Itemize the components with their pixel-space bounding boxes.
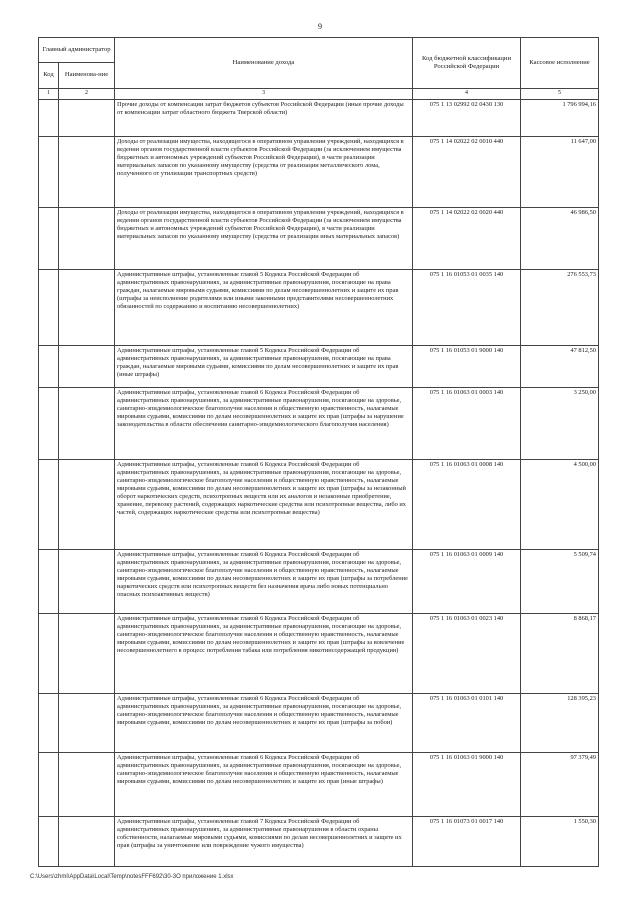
table-row bbox=[39, 387, 599, 459]
income-name-cell: Административные штрафы, установленные главой 6 Кодекса Российской Федерации об административных правонарушениях, за административные правонарушения, посягающие на здоровье, санитарно-эпидемиологическое благополучие населения и общественную нравственность, налагаемые мировыми судьями, комиссиями по делам несовершеннолетних и защите их прав (штрафы за нарушение законодательства в области обеспечения санитарно-эпидемиологического благополучия населения) bbox=[115, 387, 413, 459]
admin-name-cell bbox=[59, 99, 115, 136]
admin-name-cell bbox=[59, 459, 115, 549]
table-row bbox=[39, 136, 599, 207]
income-name-cell: Административные штрафы, установленные главой 6 Кодекса Российской Федерации об административных правонарушениях, за административные правонарушения, посягающие на здоровье, санитарно-эпидемиологическое благополучие населения и общественную нравственность, налагаемые мировыми судьями, комиссиями по делам несовершеннолетних и защите их прав (штрафы за потребление наркотических средств или психотропных веществ без назначения врача либо новых потенциально опасных психоактивных веществ) bbox=[115, 549, 413, 613]
kbk-cell: 075 1 16 01053 01 0035 140 bbox=[413, 269, 521, 345]
admin-name-cell bbox=[59, 269, 115, 345]
amount-cell: 46 986,50 bbox=[521, 207, 599, 269]
admin-code-cell bbox=[39, 387, 59, 459]
income-name-cell: Административные штрафы, установленные главой 6 Кодекса Российской Федерации об административных правонарушениях, за административные правонарушения, посягающие на здоровье, санитарно-эпидемиологическое благополучие населения и общественную нравственность, налагаемые мировыми судьями, комиссиями по делам несовершеннолетних и защите их прав (штрафы за побои) bbox=[115, 693, 413, 752]
header-admin-group: Главный администратор bbox=[39, 38, 115, 63]
admin-code-cell bbox=[39, 613, 59, 693]
admin-code-cell bbox=[39, 207, 59, 269]
admin-code-cell bbox=[39, 345, 59, 387]
income-name-cell: Административные штрафы, установленные главой 7 Кодекса Российской Федерации об административных правонарушениях, за административные правонарушения в области охраны собственности, налагаемые мировыми судьями, комиссиями по делам несовершеннолетних и защите их прав (штрафы за уничтожение или повреждение чужого имущества) bbox=[115, 816, 413, 866]
header-admin-name: Наименова-ние bbox=[59, 63, 115, 89]
admin-name-cell bbox=[59, 387, 115, 459]
kbk-cell: 075 1 16 01063 01 0003 140 bbox=[413, 387, 521, 459]
amount-cell: 1 550,30 bbox=[521, 816, 599, 866]
header-kbk: Код бюджетной классификации Российской Федерации bbox=[413, 38, 521, 89]
kbk-cell: 075 1 14 02022 02 0010 440 bbox=[413, 136, 521, 207]
col-number: 5 bbox=[521, 89, 599, 100]
table-row bbox=[39, 99, 599, 136]
income-name-cell: Административные штрафы, установленные главой 5 Кодекса Российской Федерации об административных правонарушениях, за административные правонарушения, посягающие на права граждан, налагаемые мировыми судьями, комиссиями по делам несовершеннолетних и защите их прав (иные штрафы) bbox=[115, 345, 413, 387]
admin-code-cell bbox=[39, 99, 59, 136]
kbk-cell: 075 1 16 01073 01 0017 140 bbox=[413, 816, 521, 866]
amount-cell: 11 647,00 bbox=[521, 136, 599, 207]
kbk-cell: 075 1 16 01063 01 9000 140 bbox=[413, 752, 521, 816]
table-row bbox=[39, 613, 599, 693]
income-name-cell: Доходы от реализации имущества, находящегося в оперативном управлении учреждений, находящихся в ведении органов государственной власти субъектов Российской Федерации (за исключением имущества бюджетных и автономных учреждений субъектов Российской Федерации), в части реализации материальных запасов по указанному имуществу (средства от реализации металлического лома, полученного от утилизации транспортных средств) bbox=[115, 136, 413, 207]
income-name-cell: Административные штрафы, установленные главой 6 Кодекса Российской Федерации об административных правонарушениях, за административные правонарушения, посягающие на здоровье, санитарно-эпидемиологическое благополучие населения и общественную нравственность, налагаемые мировыми судьями, комиссиями по делам несовершеннолетних и защите их прав (штрафы за вовлечение несовершеннолетнего в процесс потребления табака или потребления никотинсодержащей продукции) bbox=[115, 613, 413, 693]
admin-code-cell bbox=[39, 752, 59, 816]
table-row bbox=[39, 269, 599, 345]
admin-name-cell bbox=[59, 549, 115, 613]
table-row bbox=[39, 816, 599, 866]
kbk-cell: 075 1 16 01053 01 9000 140 bbox=[413, 345, 521, 387]
kbk-cell: 075 1 14 02022 02 0020 440 bbox=[413, 207, 521, 269]
admin-name-cell bbox=[59, 816, 115, 866]
col-number: 2 bbox=[59, 89, 115, 100]
kbk-cell: 075 1 16 01063 01 0008 140 bbox=[413, 459, 521, 549]
admin-name-cell bbox=[59, 345, 115, 387]
kbk-cell: 075 1 13 02992 02 0430 130 bbox=[413, 99, 521, 136]
admin-code-cell bbox=[39, 693, 59, 752]
admin-name-cell bbox=[59, 693, 115, 752]
table-row bbox=[39, 693, 599, 752]
admin-code-cell bbox=[39, 269, 59, 345]
header-income-name: Наименование дохода bbox=[115, 38, 413, 89]
income-report-table bbox=[38, 37, 599, 867]
admin-name-cell bbox=[59, 752, 115, 816]
income-name-cell: Административные штрафы, установленные главой 6 Кодекса Российской Федерации об административных правонарушениях, за административные правонарушения, посягающие на здоровье, санитарно-эпидемиологическое благополучие населения и общественную нравственность, налагаемые мировыми судьями, комиссиями по делам несовершеннолетних и защите их прав (иные штрафы) bbox=[115, 752, 413, 816]
admin-name-cell bbox=[59, 613, 115, 693]
header-cash: Кассовое исполнение bbox=[521, 38, 599, 89]
admin-code-cell bbox=[39, 549, 59, 613]
kbk-cell: 075 1 16 01063 01 0023 140 bbox=[413, 613, 521, 693]
kbk-cell: 075 1 16 01063 01 0009 140 bbox=[413, 549, 521, 613]
admin-name-cell bbox=[59, 207, 115, 269]
table-row bbox=[39, 549, 599, 613]
income-name-cell: Доходы от реализации имущества, находящегося в оперативном управлении учреждений, находящихся в ведении органов государственной власти субъектов Российской Федерации (за исключением имущества бюджетных и автономных учреждений субъектов Российской Федерации), в части реализации материальных запасов по указанному имуществу (средства от реализации иных материальных запасов) bbox=[115, 207, 413, 269]
table-row bbox=[39, 207, 599, 269]
amount-cell: 97 379,49 bbox=[521, 752, 599, 816]
table-row bbox=[39, 459, 599, 549]
amount-cell: 8 868,17 bbox=[521, 613, 599, 693]
amount-cell: 47 812,50 bbox=[521, 345, 599, 387]
file-path-footer: C:\Users\zhmi\AppData\Local\Temp\notesFFF692\30-3О приложение 1.xlsx bbox=[30, 874, 234, 880]
col-number: 3 bbox=[115, 89, 413, 100]
col-number: 4 bbox=[413, 89, 521, 100]
header-code: Код bbox=[39, 63, 59, 89]
amount-cell: 5 509,74 bbox=[521, 549, 599, 613]
admin-name-cell bbox=[59, 136, 115, 207]
income-name-cell: Административные штрафы, установленные главой 5 Кодекса Российской Федерации об административных правонарушениях, за административные правонарушения, посягающие на права граждан, налагаемые мировыми судьями, комиссиями по делам несовершеннолетних и защите их прав (штрафы за неисполнение родителями или иными законными представителями несовершеннолетних обязанностей по содержанию и воспитанию несовершеннолетних) bbox=[115, 269, 413, 345]
column-numbers-row bbox=[39, 89, 599, 100]
col-number: 1 bbox=[39, 89, 59, 100]
table-row bbox=[39, 752, 599, 816]
amount-cell: 4 500,00 bbox=[521, 459, 599, 549]
kbk-cell: 075 1 16 01063 01 0101 140 bbox=[413, 693, 521, 752]
admin-code-cell bbox=[39, 136, 59, 207]
admin-code-cell bbox=[39, 816, 59, 866]
amount-cell: 128 395,23 bbox=[521, 693, 599, 752]
income-name-cell: Административные штрафы, установленные главой 6 Кодекса Российской Федерации об административных правонарушениях, за административные правонарушения, посягающие на здоровье, санитарно-эпидемиологическое благополучие населения и общественную нравственность, налагаемые мировыми судьями, комиссиями по делам несовершеннолетних и защите их прав (штрафы за незаконный оборот наркотических средств, психотропных веществ или их аналогов и незаконные приобретение, хранение, перевозку растений, содержащих наркотические средства или психотропные вещества, либо их частей, содержащих наркотические средства или психотропные вещества) bbox=[115, 459, 413, 549]
page-number: 9 bbox=[318, 22, 322, 31]
admin-code-cell bbox=[39, 459, 59, 549]
income-name-cell: Прочие доходы от компенсации затрат бюджетов субъектов Российской Федерации (иные прочие доходы от компенсации затрат областного бюджета Тверской области) bbox=[115, 99, 413, 136]
table-row bbox=[39, 345, 599, 387]
amount-cell: 3 250,00 bbox=[521, 387, 599, 459]
amount-cell: 276 553,73 bbox=[521, 269, 599, 345]
amount-cell: 1 796 994,16 bbox=[521, 99, 599, 136]
